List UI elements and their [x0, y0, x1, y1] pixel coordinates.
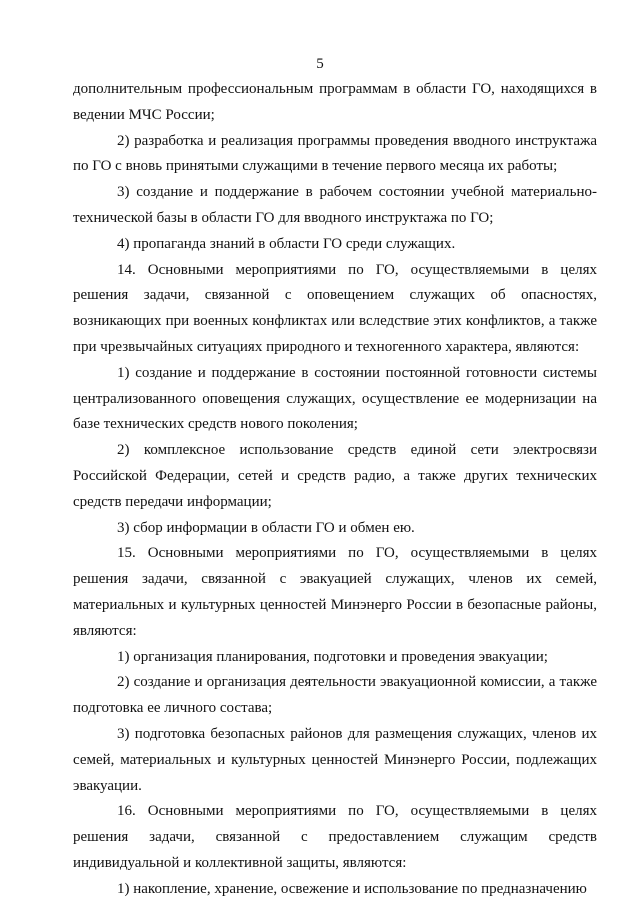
section-16-item-1: 1) накопление, хранение, освежение и использование по предназначению	[117, 880, 587, 897]
section-15-item-1: 1) организация планирования, подготовки и проведения эвакуации;	[117, 648, 548, 665]
section-15: 15. Основными мероприятиями по ГО, осуществляемыми в целях решения задачи, связанной с эвакуацией служащих, членов их семей, материальных и культурных ценностей Минэнерго России в безопасные районы, являются:	[73, 545, 597, 639]
list-item-3: 3) создание и поддержание в рабочем состоянии учебной материально-технической базы в области ГО для вводного инструктажа по ГО;	[73, 184, 597, 226]
list-item-4: 4) пропаганда знаний в области ГО среди служащих.	[117, 235, 456, 252]
section-14-item-3: 3) сбор информации в области ГО и обмен ею.	[117, 519, 415, 536]
section-14-item-1: 1) создание и поддержание в состоянии постоянной готовности системы централизованного оповещения служащих, осуществление ее модернизации на базе технических средств нового поколения;	[73, 364, 597, 433]
section-14: 14. Основными мероприятиями по ГО, осуществляемыми в целях решения задачи, связанной с оповещением служащих об опасностях, возникающих при военных конфликтах или вследствие этих конфликтов, а также при чрезвычайных ситуациях природного и техногенного характера, являются:	[73, 261, 597, 355]
section-15-item-2: 2) создание и организация деятельности эвакуационной комиссии, а также подготовка ее личного состава;	[73, 674, 597, 717]
page-number: 5	[316, 56, 324, 72]
section-16: 16. Основными мероприятиями по ГО, осуществляемыми в целях решения задачи, связанной с предоставлением служащим средств индивидуальной и коллективной защиты, являются:	[73, 803, 597, 871]
list-item-2: 2) разработка и реализация программы проведения вводного инструктажа по ГО с вновь принятыми служащими в течение первого месяца их работы;	[73, 132, 597, 175]
paragraph-continuation: дополнительным профессиональным программам в области ГО, находящихся в ведении МЧС России;	[73, 81, 597, 123]
document-body	[73, 77, 597, 903]
section-15-item-3: 3) подготовка безопасных районов для размещения служащих, членов их семей, материальных и культурных ценностей Минэнерго России, подлежащих эвакуации.	[73, 725, 597, 794]
section-14-item-2: 2) комплексное использование средств единой сети электросвязи Российской Федерации, сетей и средств радио, а также других технических средств передачи информации;	[73, 442, 597, 510]
